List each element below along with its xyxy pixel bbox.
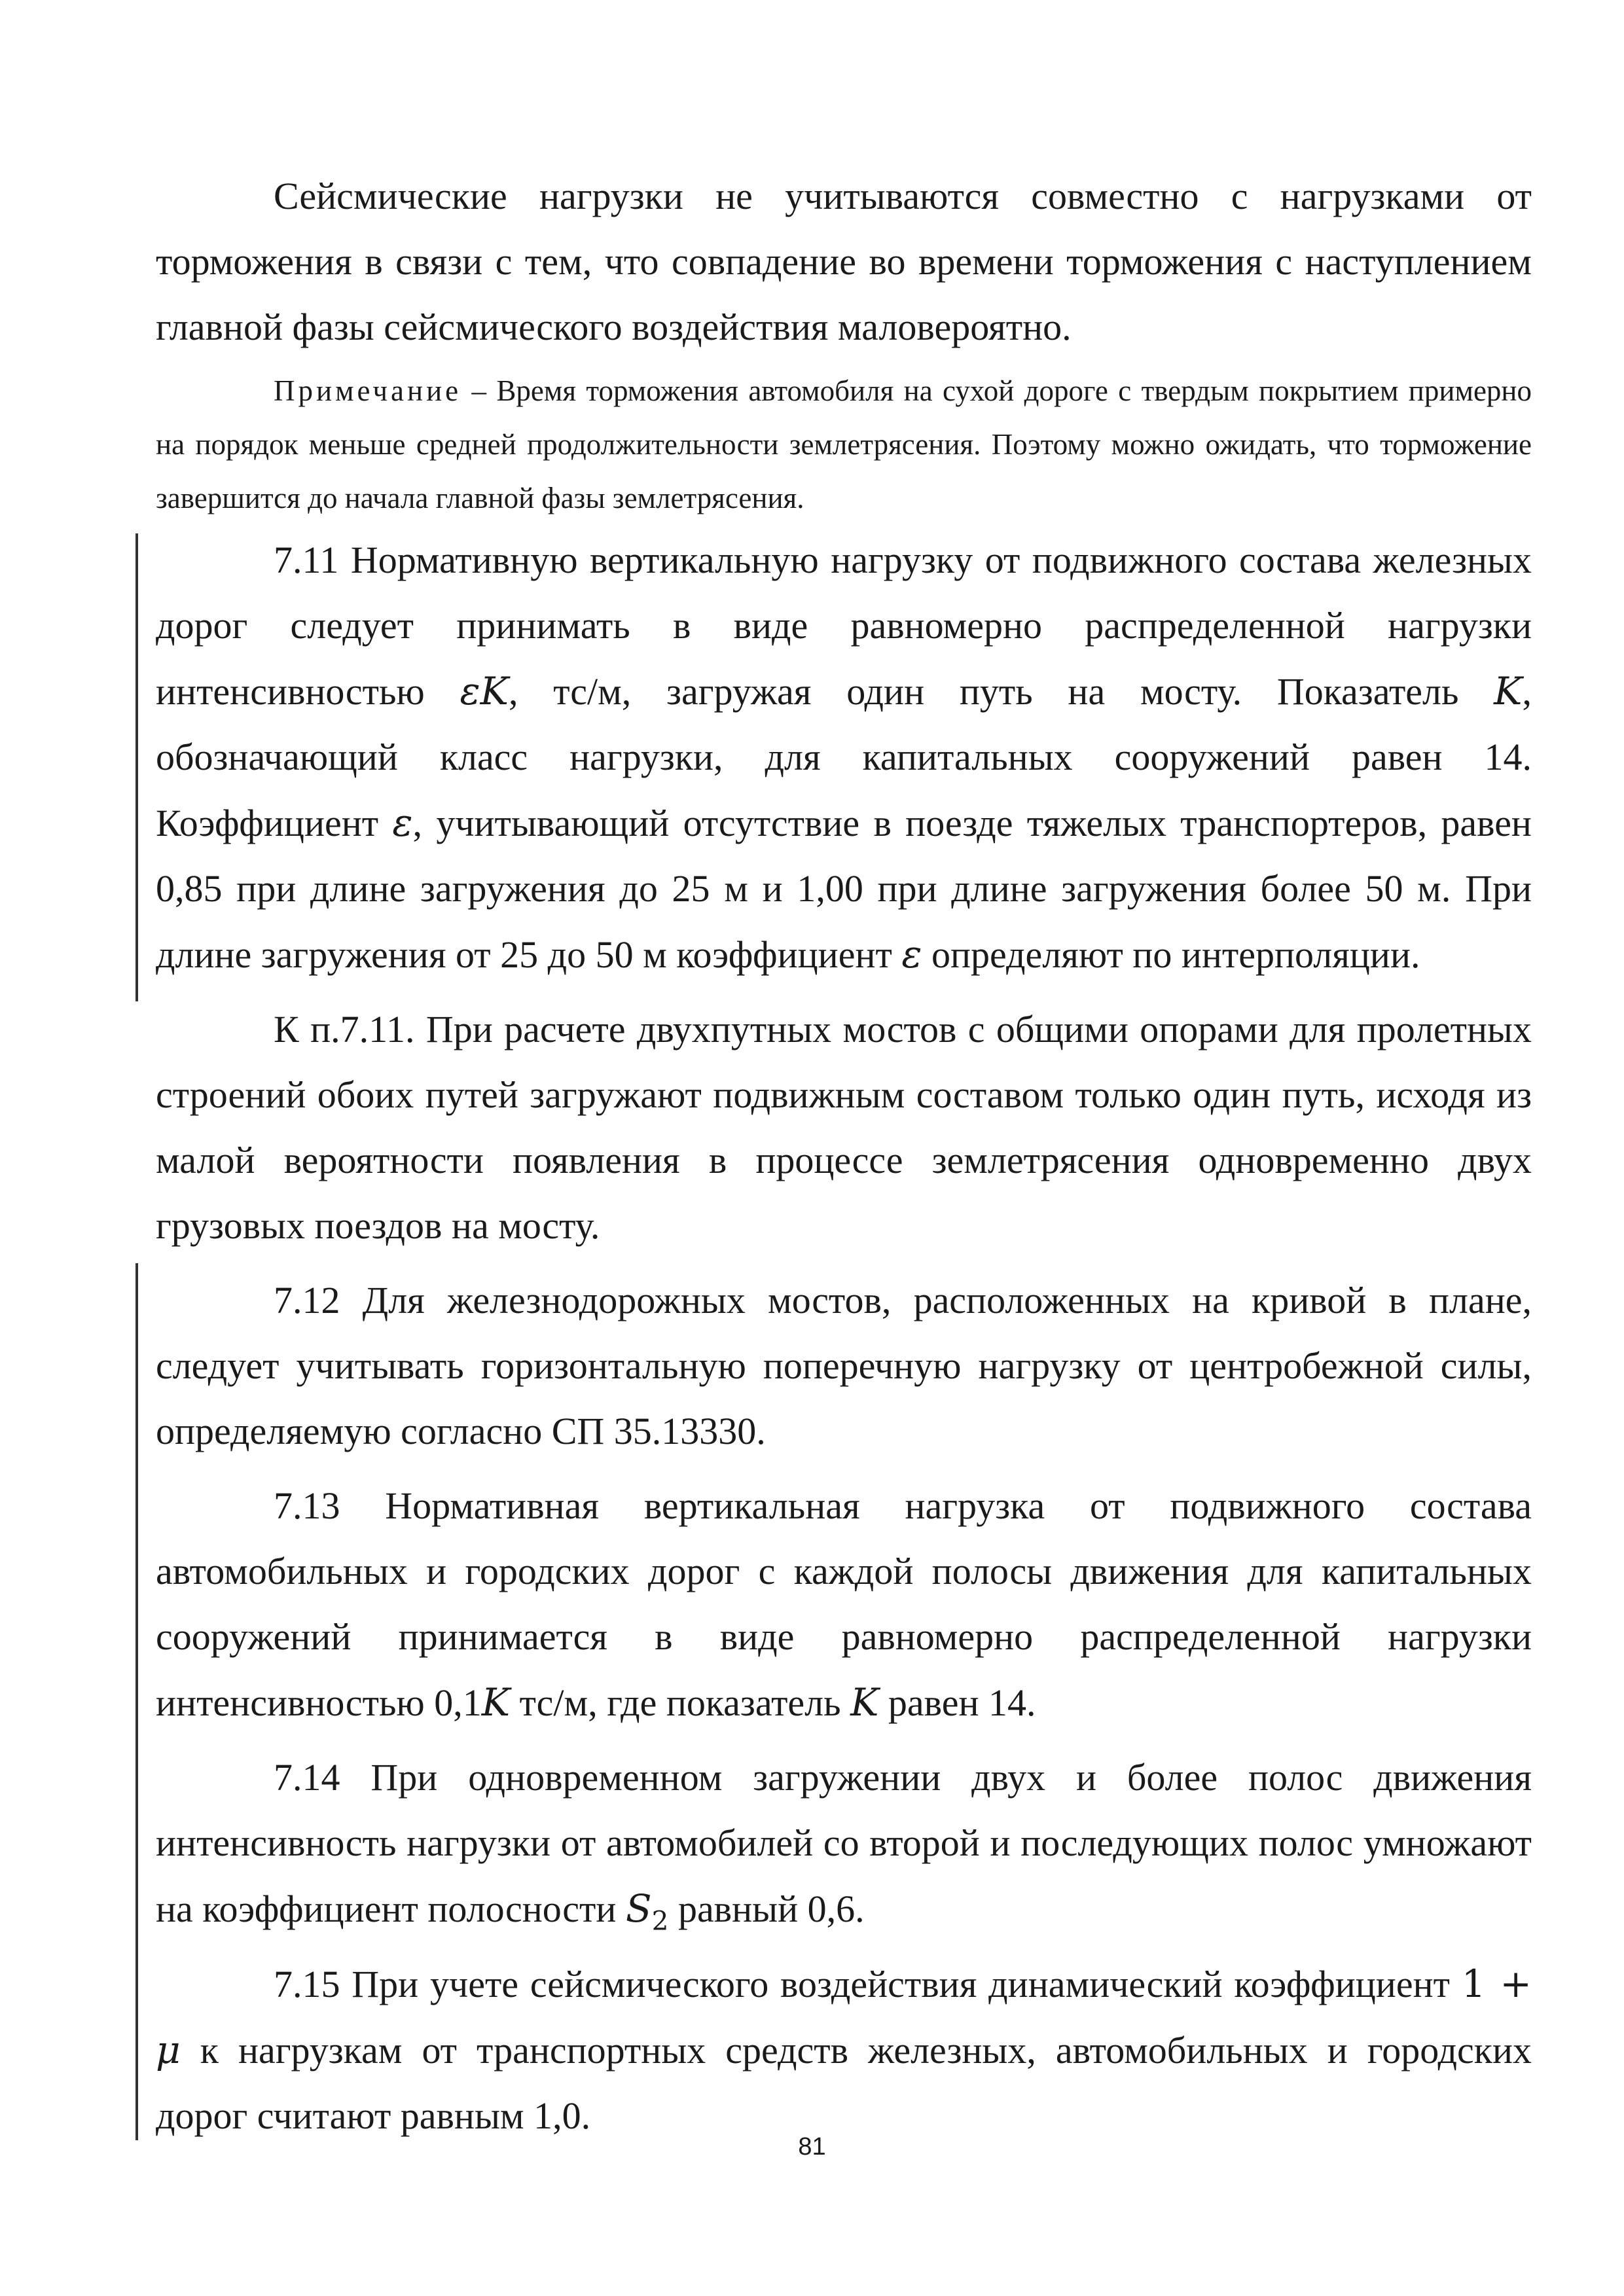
revision-bar bbox=[135, 1263, 138, 2140]
formula-k: K bbox=[850, 1680, 879, 1725]
formula-k: K bbox=[481, 1680, 511, 1725]
formula-mu: μ bbox=[156, 2028, 181, 2072]
text-run: , учитывающий отсутствие в поезде тяжелых транспортеров, равен 0,85 при длине загружения до 25 м и 1,00 при длине загружения более 50 м. При длине загружения от 25 до 50 м коэффициент bbox=[156, 802, 1532, 976]
paragraph-7-13 bbox=[156, 1473, 1532, 1736]
text-run: равен 14. bbox=[878, 1681, 1036, 1724]
revision-bar bbox=[135, 533, 138, 1001]
paragraph-seismic-braking: Сейсмические нагрузки не учитываются совместно с нагрузками от торможения в связи с тем, что совпадение во времени торможения с наступлением главной фазы сейсмического воздействия маловероятно. bbox=[156, 175, 1532, 348]
text-run: определяют по интерполяции. bbox=[922, 933, 1420, 976]
text-run: тс/м, где показатель bbox=[510, 1681, 851, 1724]
formula-epsilon: ε bbox=[392, 800, 413, 845]
note-label: Примечание bbox=[274, 374, 462, 407]
formula-k: K bbox=[1494, 669, 1523, 713]
text-run: , обозначающий класс нагрузки, для капитальных сооружений равен 14. Коэффициент bbox=[156, 670, 1532, 844]
page-number: 81 bbox=[798, 2133, 826, 2161]
page-body bbox=[156, 164, 1532, 2149]
text-run: 7.13 Нормативная вертикальная нагрузка от подвижного состава автомобильных и городских дорог с каждой полосы движения для капитальных сооружений принимается в виде равномерно распределенной нагрузки интенсивностью 0,1 bbox=[156, 1484, 1532, 1724]
text-run: к нагрузкам от транспортных средств железных, автомобильных и городских дорог считают равным 1,0. bbox=[156, 2029, 1532, 2137]
paragraph-7-12: 7.12 Для железнодорожных мостов, расположенных на кривой в плане, следует учитывать горизонтальную поперечную нагрузку от центробежной силы, определяемую согласно СП 35.13330. bbox=[156, 1279, 1532, 1452]
paragraph-7-15 bbox=[156, 1951, 1532, 2149]
note-text: – Время торможения автомобиля на сухой дороге с твердым покрытием примерно на порядок меньше средней продолжительности землетрясения. Поэтому можно ожидать, что торможение завершится до начала главной фазы землетрясения. bbox=[156, 374, 1532, 514]
formula-one-plus: 1 + bbox=[1461, 1962, 1532, 2006]
note bbox=[156, 364, 1532, 525]
text-run: 7.14 При одновременном загружении двух и более полос движения интенсивность нагрузки от автомобилей со второй и последующих полос умножают на коэффициент полосности bbox=[156, 1756, 1532, 1930]
commentary-7-11: К п.7.11. При расчете двухпутных мостов с общими опорами для пролетных строений обоих путей загружают подвижным составом только один путь, исходя из малой вероятности появления в процессе землетрясения одновременно двух грузовых поездов на мосту. bbox=[156, 1008, 1532, 1247]
text-run: равный 0,6. bbox=[668, 1888, 865, 1930]
formula-s2: S bbox=[625, 1886, 652, 1931]
text-run: 7.15 При учете сейсмического воздействия динамический коэффициент bbox=[274, 1963, 1462, 2005]
paragraph-7-11 bbox=[156, 528, 1532, 988]
text-run: 7.11 Нормативную вертикальную нагрузку от подвижного состава железных дорог следует принимать в виде равномерно распределенной нагрузки интенсивностью bbox=[156, 539, 1532, 713]
formula-epsilon: ε bbox=[901, 932, 922, 977]
text-run: , тс/м, загружая один путь на мосту. Показатель bbox=[508, 670, 1494, 713]
paragraph-7-14 bbox=[156, 1745, 1532, 1942]
formula-s2-subscript: 2 bbox=[651, 1905, 669, 1937]
formula-epsilon-k: εK bbox=[460, 669, 509, 713]
